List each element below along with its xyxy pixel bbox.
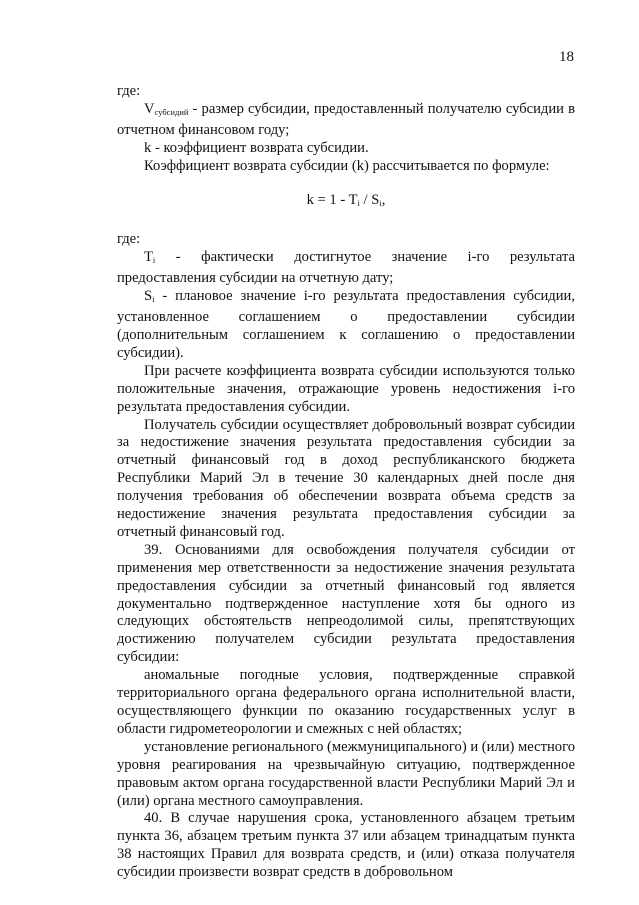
paragraph-39: 39. Основаниями для освобождения получателя субсидии от применения мер ответственности за недостижение значения результата предоставления субсидии за отчетный финансовый год является документально подтвержденное наступление хотя бы одного из следующих обстоятельств непреодолимой силы, препятствующих достижению получателем субсидии результата предоставления субсидии: — [117, 541, 575, 666]
t-text: - фактически достигнутое значение i-го результата предоставления субсидии на отчетную дату; — [117, 249, 575, 287]
v-subscript: субсидий — [154, 106, 189, 117]
v-definition — [117, 101, 575, 140]
t-symbol: T — [144, 249, 153, 266]
v-symbol: V — [144, 100, 155, 117]
s-text: - плановое значение i-го результата предоставления субсидии, установленное соглашением о предоставлении субсидии (дополнительным соглашением к соглашению о предоставлении субсидии). — [117, 288, 575, 361]
paragraph-40: 40. В случае нарушения срока, установленного абзацем третьим пункта 36, абзацем третьим пункта 37 или абзацем тринадцатым пункта 38 настоящих Правил для возврата средств, и (или) отказа получателя субсидии произвести возврат средств в добровольном — [117, 810, 575, 881]
document-body — [117, 83, 575, 882]
s-subscript: i — [152, 294, 155, 305]
formula-part-b: / S — [359, 191, 380, 208]
where-label-2: где: — [117, 231, 141, 248]
paragraph-positive-values: При расчете коэффициента возврата субсидии используются только положительные значения, отражающие уровень недостижения i-го результата предоставления субсидии. — [117, 362, 575, 415]
k-definition: k - коэффициент возврата субсидии. — [144, 139, 369, 156]
t-definition — [117, 249, 575, 288]
paragraph-voluntary-return: Получатель субсидии осуществляет добровольный возврат субсидии за недостижение значения результата предоставления субсидии за отчетный финансовый год в доход республиканского бюджета Республики Марий Эл в течение 30 календарных дней после дня получения требования об обеспечении возврата объема средств за недостижение значения результата предоставления субсидии за отчетный финансовый год. — [117, 416, 575, 540]
paragraph-emergency: установление регионального (межмуниципального) и (или) местного уровня реагирования на чрезвычайную ситуацию, подтвержденное правовым актом органа государственной власти Республики Марий Эл и (или) органа местного самоуправления. — [117, 738, 576, 809]
s-symbol: S — [144, 288, 153, 305]
formula-part-a: k = 1 - T — [306, 191, 358, 208]
formula — [117, 192, 575, 213]
t-subscript: i — [152, 255, 156, 266]
formula-sub-t: i — [357, 197, 360, 208]
v-text: - размер субсидии, предоставленный получателю субсидии в отчетном финансовом году; — [117, 100, 575, 138]
where-label: где: — [117, 83, 141, 99]
k-formula-intro: Коэффициент возврата субсидии (k) рассчитывается по формуле: — [144, 157, 550, 174]
formula-sub-s: i — [379, 197, 382, 208]
paragraph-weather: аномальные погодные условия, подтвержденные справкой территориального органа федерального органа исполнительной власти, осуществляющего функции по оказанию государственных услуг в области гидрометеорологии и смежных с ней областях; — [117, 667, 575, 737]
s-definition — [117, 288, 575, 363]
formula-part-c: , — [381, 191, 386, 208]
page-number: 18 — [559, 49, 574, 65]
